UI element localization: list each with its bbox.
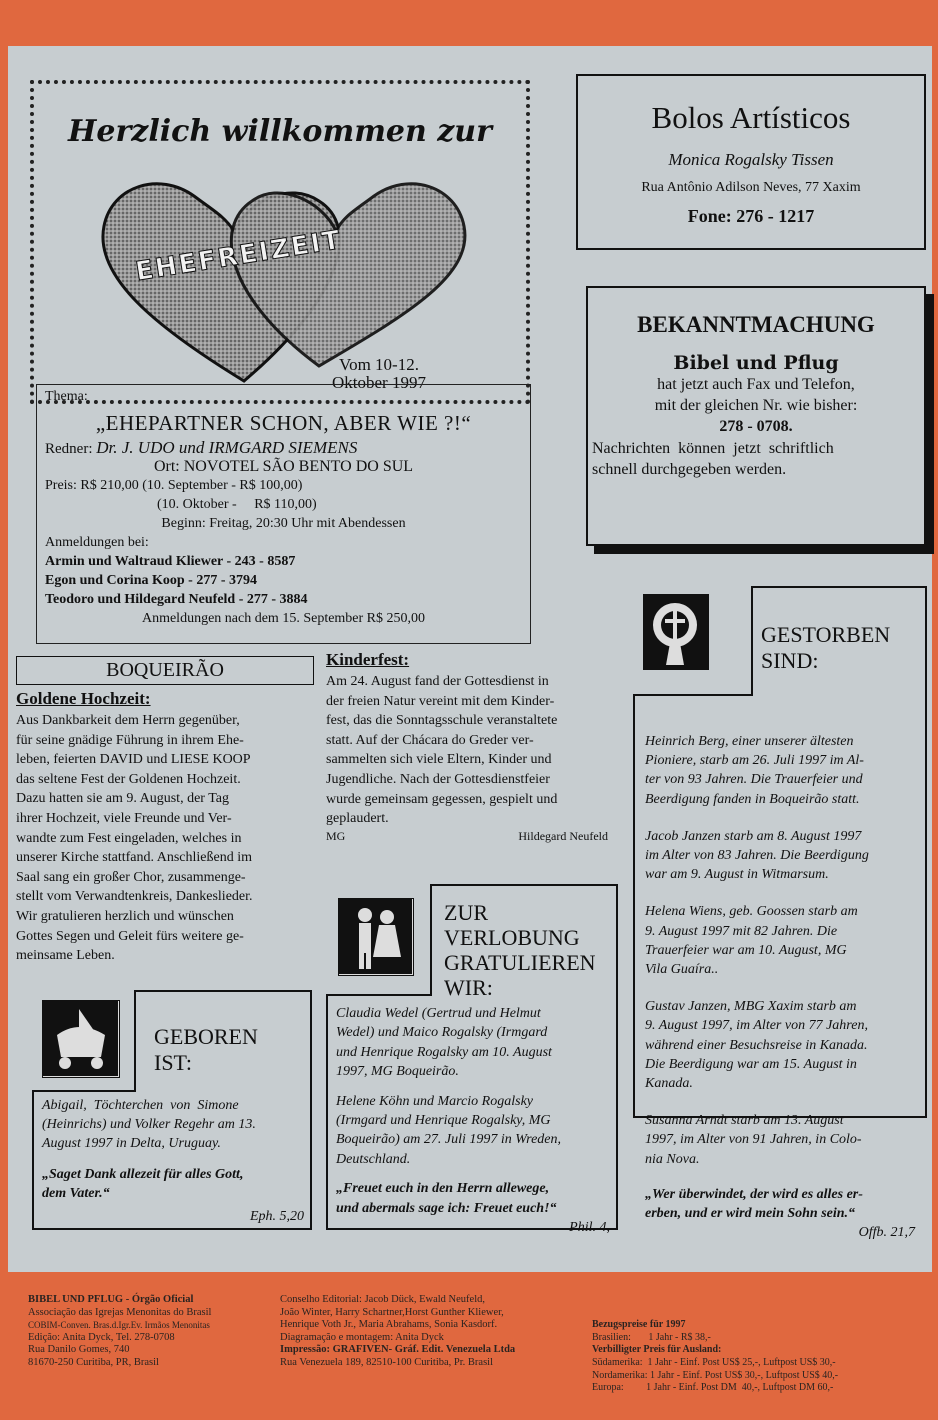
preis-line-1: Preis: R$ 210,00 (10. September - R$ 100,00) bbox=[45, 478, 303, 493]
couple-icon bbox=[338, 898, 414, 976]
kinderfest-sign-left: MG bbox=[326, 828, 346, 843]
gestorben-ref: Offb. 21,7 bbox=[858, 1225, 915, 1241]
bolos-address: Rua Antônio Adilson Neves, 77 Xaxim bbox=[641, 180, 861, 195]
footer-col-editorial: Conselho Editorial: Jacob Dück, Ewald Neufeld, João Winter, Harry Schartner,Horst Gunther Kliewer, Henrique Voth Jr., Maria Abrahams, Sonia Kasdorf. Diagramação e montagem: Anita Dyck Impressão: GRAFIVEN- Gráf. Edit. Venezuela Ltda Rua Venezuela 189, 82510-100 Curitiba, Pr. Brasil bbox=[280, 1294, 516, 1368]
preis-line-2: (10. Oktober - R$ 110,00) bbox=[157, 497, 317, 512]
geboren-title-1: GEBOREN bbox=[154, 1024, 258, 1049]
gestorben-entry-2: Jacob Janzen starb am 8. August 1997 im Alter von 83 Jahren. Die Beerdigung war am 9. August in Witmarsum. bbox=[645, 828, 869, 883]
gestorben-entry-3: Helena Wiens, geb. Goossen starb am 9. August 1997 mit 82 Jahren. Die Trauerfeier war am 10. August, MG Vila Guaíra.. bbox=[645, 904, 858, 978]
footer-col-prices: Bezugspreise für 1997 Brasilien: 1 Jahr - R$ 38,- Verbilligter Preis für Ausland: Südamerika: 1 Jahr - Einf. Post US$ 25,-, Luftpost US$ 30,- Nordamerika: 1 Jahr - Einf. Post US$ 30,-, Luftpost US$ 40,- Europa: 1 Jahr - Einf. Post DM 40,-, Luftpost DM 60,- bbox=[592, 1319, 839, 1394]
redner-name: Dr. J. UDO und IRMGARD SIEMENS bbox=[96, 438, 358, 457]
kinderfest-title: Kinderfest: bbox=[326, 650, 410, 669]
verlobung-body: Claudia Wedel (Gertrud und Helmut Wedel) und Maico Rogalsky (Irmgard und Henrique Rogalsky am 10. August 1997, MG Boqueirão. Helene Köhn und Marcio Rogalsky (Irmgard und Henrique Rogalsky, MG Boqueirão) am 27. Juli 1997 in Wreden, Deutschland. „Freuet euch in den Herrn allewege, und abermals sage ich: Freuet euch!“ Phil. 4, bbox=[336, 1004, 610, 1237]
bolos-title: Bolos Artísticos bbox=[651, 100, 851, 135]
contact-2: Egon und Corina Koop - 277 - 3794 bbox=[45, 573, 257, 588]
gestorben-entry-4: Gustav Janzen, MBG Xaxim starb am 9. August 1997, im Alter von 77 Jahren, während einer Besuchsreise in Kanada. Die Beerdigung war am 15. August in Kanada. bbox=[645, 999, 868, 1092]
bek-line-2: mit der gleichen Nr. wie bisher: bbox=[654, 397, 858, 414]
contact-3: Teodoro und Hildegard Neufeld - 277 - 3884 bbox=[45, 592, 308, 607]
late-registration: Anmeldungen nach dem 15. September R$ 250,00 bbox=[141, 611, 426, 626]
date-line-2: Oktober 1997 bbox=[332, 373, 426, 392]
baby-carriage-icon bbox=[42, 1000, 120, 1078]
geboren-ref: Eph. 5,20 bbox=[249, 1209, 304, 1224]
gestorben-title-2: SIND: bbox=[761, 648, 819, 673]
welcome-title: Herzlich willkommen zur bbox=[68, 114, 492, 149]
bolos-box bbox=[576, 74, 926, 250]
redner-label: Redner: bbox=[45, 441, 93, 457]
thema-title: „EHEPARTNER SCHON, ABER WIE ?!“ bbox=[95, 411, 472, 435]
verlobung-box bbox=[326, 884, 618, 1236]
boqueirao-title: BOQUEIRÃO bbox=[16, 656, 314, 685]
gestorben-box bbox=[633, 586, 927, 1241]
ort-line: Ort: NOVOTEL SÃO BENTO DO SUL bbox=[153, 458, 414, 475]
footer-col-publisher: BIBEL UND PFLUG - Órgão Oficial Associação das Igrejas Menonitas do Brasil COBIM-Conven. Bras.d.Igr.Ev. Irmãos Menonitas Edição: Anita Dyck, Tel. 278-0708 Rua Danilo Gomes, 740 81670-250 Curitiba, PR, Brasil bbox=[28, 1294, 212, 1368]
verlobung-title: ZUR VERLOBUNG GRATULIEREN WIR: bbox=[444, 900, 596, 1000]
thema-box bbox=[36, 384, 531, 644]
hearts-text: EHEFREIZEIT bbox=[133, 225, 345, 288]
bek-line-1: hat jetzt auch Fax und Telefon, bbox=[657, 376, 855, 393]
bek-number: 278 - 0708. bbox=[719, 418, 793, 435]
contact-1: Armin und Waltraud Kliewer - 243 - 8587 bbox=[45, 554, 296, 569]
bek-subtitle: Bibel und Pflug bbox=[673, 352, 839, 374]
boqueirao-subtitle: Goldene Hochzeit: bbox=[16, 689, 151, 708]
thema-label: Thema: bbox=[45, 389, 88, 404]
kinderfest-sign-right: Hildegard Neufeld bbox=[518, 828, 608, 843]
masthead-footer bbox=[28, 1294, 928, 1394]
bek-title: BEKANNTMACHUNG bbox=[637, 312, 875, 337]
bekanntmachung-box bbox=[586, 286, 926, 546]
geboren-title-2: IST: bbox=[154, 1050, 193, 1075]
boqueirao-body: Aus Dankbarkeit dem Herrn gegenüber, für seine gnädige Führung in ihrem Ehe- leben, feierten DAVID und LIESE KOOP das seltene Fest der Goldenen Hochzeit. Dazu hatten sie am 9. August, der Tag ihrer Hochzeit, viele Freunde und Ver- wandte zum Fest eingeladen, welches in unserer Kirche stattfand. Anschließend im Saal sang ein großer Chor, zusammenge- stellt vom Verwandtenkreis, Dankeslieder. Wir gratulieren herzlich und wünschen Gottes Segen und Geleit fürs weitere ge- meinsame Leben. bbox=[16, 713, 253, 964]
welcome-box bbox=[30, 80, 530, 404]
gestorben-entry-1: Heinrich Berg, einer unserer ältesten Pioniere, starb am 26. Juli 1997 im Al- ter von 93 Jahren. Die Trauerfeier und Beerdigung fanden in Boqueirão statt. bbox=[645, 734, 864, 807]
gestorben-verse: „Wer überwindet, der wird es alles er- erben, und er wird mein Sohn sein.“ bbox=[645, 1186, 863, 1222]
gestorben-entries bbox=[645, 732, 915, 1242]
kinderfest-article bbox=[326, 650, 616, 845]
beginn-line: Beginn: Freitag, 20:30 Uhr mit Abendessen bbox=[161, 516, 406, 531]
date-line-1: Vom 10-12. bbox=[339, 355, 419, 374]
anmeldungen-label: Anmeldungen bei: bbox=[45, 535, 149, 550]
newspaper-page bbox=[8, 46, 932, 1272]
verlobung-ref: Phil. 4, bbox=[569, 1220, 610, 1236]
kinderfest-body: Am 24. August fand der Gottesdienst in der freien Natur vereint mit dem Kinder- fest, das die Sonntagsschule veranstaltete statt. Auf der Chácara do Greder ver- sammelten sich viele Eltern, Kinder und Jugendliche. Nach der Gottesdienstfeier wurde gemeinsam gegessen, gespielt und geplaudert. bbox=[326, 674, 558, 827]
bolos-name: Monica Rogalsky Tissen bbox=[668, 150, 834, 169]
bolos-phone: Fone: 276 - 1217 bbox=[687, 206, 815, 226]
bek-line-3: Nachrichten können jetzt schriftlich bbox=[592, 440, 834, 457]
gestorben-entry-5: Susanna Arndt starb am 13. August 1997, im Alter von 91 Jahren, in Colo- nia Nova. bbox=[645, 1113, 862, 1167]
geboren-box bbox=[32, 990, 312, 1230]
bek-line-4: schnell durchgegeben werden. bbox=[592, 461, 787, 478]
memorial-icon bbox=[643, 594, 709, 670]
boqueirao-article bbox=[16, 656, 314, 966]
geboren-body: Abigail, Töchterchen von Simone (Heinrichs) und Volker Regehr am 13. August 1997 in Delta, Uruguay. „Saget Dank allezeit für alles Gott, dem Vater.“ Eph. 5,20 bbox=[42, 1098, 304, 1224]
gestorben-title-1: GESTORBEN bbox=[761, 622, 891, 647]
